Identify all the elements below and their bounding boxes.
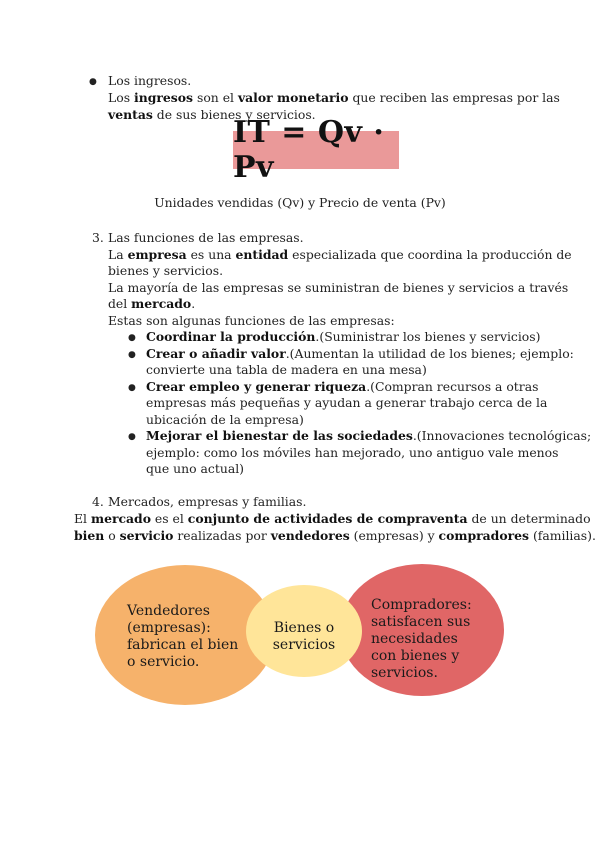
bullet-dot: ●: [128, 350, 136, 360]
section-number-3: 3.: [92, 230, 104, 245]
functions-intro: Estas son algunas funciones de las empresas:: [108, 313, 395, 328]
mercado-paragraph-line1: La mayoría de las empresas se suministran de bienes y servicios a través: [108, 280, 569, 295]
function-item-4-cont1: ejemplo: como los móviles han mejorado, uno antiguo vale menos: [146, 445, 559, 460]
bullet-dot: ●: [89, 77, 97, 87]
formula-text: IT = Qv · Pv: [233, 115, 385, 185]
bullet-dot: ●: [128, 383, 136, 393]
mercado-definition-line1: El mercado es el conjunto de actividades de compraventa de un determinado: [74, 511, 591, 526]
bullet-dot: ●: [128, 432, 136, 442]
function-item-4: Mejorar el bienestar de las sociedades.(Innovaciones tecnológicas;: [146, 428, 592, 443]
formula-caption: Unidades vendidas (Qv) y Precio de venta (Pv): [154, 195, 446, 210]
goods-text: Bienes o servicios: [272, 620, 336, 653]
bullet-dot: ●: [128, 333, 136, 343]
buyers-text: Compradores: satisfacen sus necesidades con bienes y servicios.: [371, 597, 472, 681]
function-item-2: Crear o añadir valor.(Aumentan la utilidad de los bienes; ejemplo:: [146, 346, 574, 361]
bullet-title-ingresos: Los ingresos.: [108, 73, 192, 88]
mercado-paragraph-line2: del mercado.: [108, 296, 196, 311]
function-item-3-cont1: empresas más pequeñas y ayudan a generar trabajo cerca de la: [146, 395, 548, 410]
section-number-4: 4.: [92, 494, 104, 509]
function-item-4-cont2: que uno actual): [146, 461, 245, 476]
section-title-4: Mercados, empresas y familias.: [108, 494, 307, 509]
function-item-1: Coordinar la producción.(Suministrar los bienes y servicios): [146, 329, 541, 344]
empresa-definition-line2: bienes y servicios.: [108, 263, 224, 278]
sellers-text: Vendedores (empresas): fabrican el bien o servicio.: [127, 603, 239, 670]
ingresos-definition-line2: ventas de sus bienes y servicios.: [108, 107, 316, 122]
section-title-3: Las funciones de las empresas.: [108, 230, 304, 245]
function-item-3-cont2: ubicación de la empresa): [146, 412, 304, 427]
function-item-2-cont: convierte una tabla de madera en una mesa): [146, 362, 427, 377]
mercado-definition-line2: bien o servicio realizadas por vendedores (empresas) y compradores (familias).: [74, 528, 596, 543]
function-item-3: Crear empleo y generar riqueza.(Compran recursos a otras: [146, 379, 539, 394]
ingresos-definition-line1: Los ingresos son el valor monetario que reciben las empresas por las: [108, 90, 560, 105]
empresa-definition-line1: La empresa es una entidad especializada que coordina la producción de: [108, 247, 572, 262]
